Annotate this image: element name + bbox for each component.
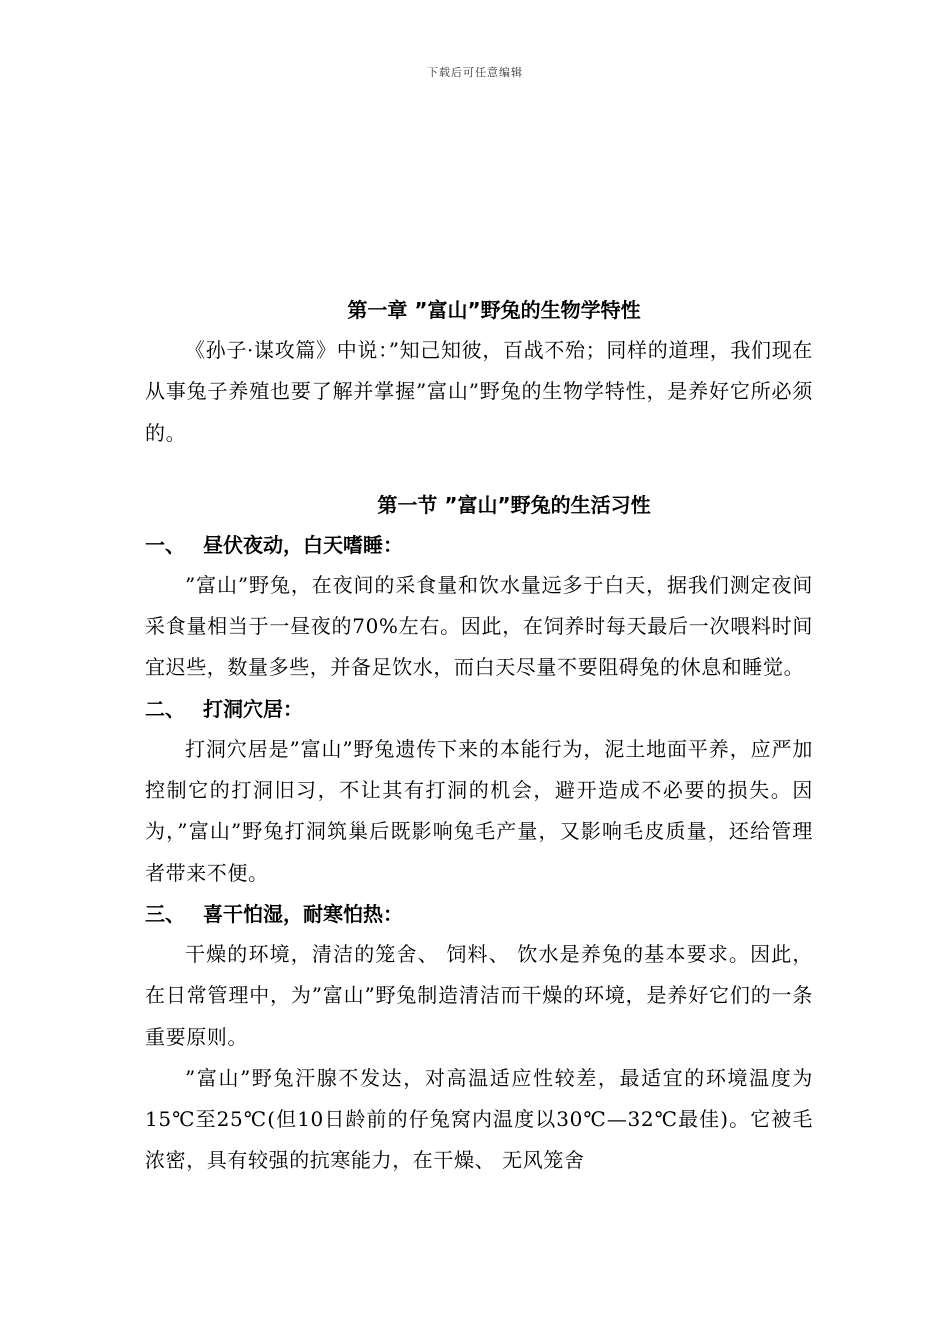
item-heading-text: 昼伏夜动，白天嗜睡： <box>203 532 403 557</box>
item-number: 三、 <box>145 901 185 926</box>
item-number: 二、 <box>145 696 185 721</box>
document-body <box>145 290 813 1182</box>
item-heading-2 <box>145 689 813 729</box>
item-heading-text: 打洞穴居： <box>203 696 303 721</box>
item-1-paragraph-1: ”富山”野兔，在夜间的采食量和饮水量远多于白天，据我们测定夜间采食量相当于一昼夜的70%左右。因此，在饲养时每天最后一次喂料时间宜迟些，数量多些，并备足饮水，而白天尽量不要阻碍兔的休息和睡觉。 <box>145 572 813 680</box>
item-heading-3 <box>145 894 813 934</box>
item-3-paragraph-2: ”富山”野兔汗腺不发达，对高温适应性较差，最适宜的环境温度为15℃至25℃(但10日龄前的仔兔窝内温度以30℃—32℃最佳)。它被毛浓密，具有较强的抗寒能力，在干燥、 无风笼舍 <box>145 1065 813 1173</box>
header-note: 下载后可任意编辑 <box>427 66 523 79</box>
item-3-paragraph-1: 干燥的环境，清洁的笼舍、 饲料、 饮水是养兔的基本要求。因此，在日常管理中，为”富山”野兔制造清洁而干燥的环境，是养好它们的一条重要原则。 <box>145 941 813 1049</box>
item-number: 一、 <box>145 532 185 557</box>
item-heading-text: 喜干怕湿，耐寒怕热： <box>203 901 403 926</box>
chapter-title: 第一章 ”富山”野兔的生物学特性 <box>347 298 641 322</box>
item-2-paragraph-1: 打洞穴居是”富山”野兔遗传下来的本能行为，泥土地面平养，应严加控制它的打洞旧习，不让其有打洞的机会，避开造成不必要的损失。因为，”富山”野兔打洞筑巢后既影响兔毛产量，又影响毛皮质量，还给管理者带来不便。 <box>145 736 813 885</box>
item-heading-1 <box>145 525 813 565</box>
section-title: 第一节 ”富山”野兔的生活习性 <box>377 492 651 517</box>
chapter-intro-paragraph: 《孙子·谋攻篇》中说：”知己知彼，百战不殆；同样的道理，我们现在从事兔子养殖也要了解并掌握”富山”野兔的生物学特性，是养好它所必须的。 <box>145 338 813 445</box>
